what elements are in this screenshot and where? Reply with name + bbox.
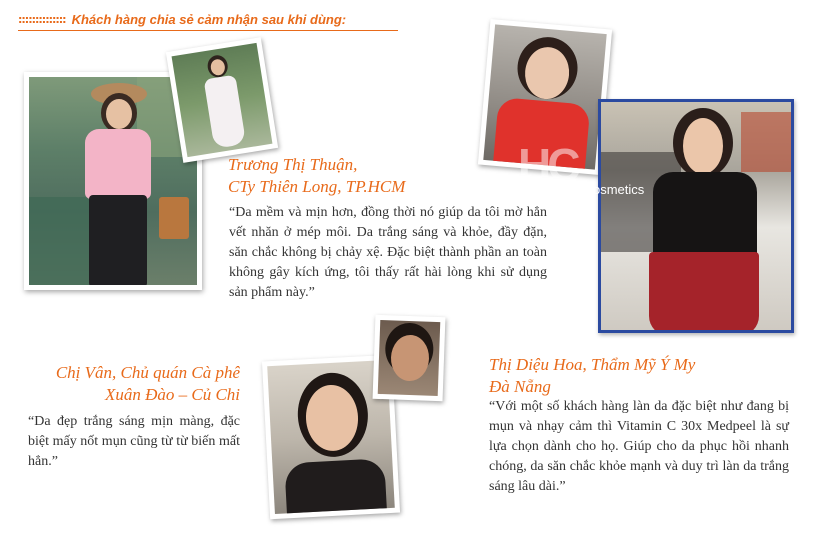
customer-name-line1: Trương Thị Thuận, [228,155,358,174]
customer-location-line: Đà Nẵng [489,377,551,396]
customer-photo-thuan-small [166,37,278,163]
testimonial-quote-thuan: “Da mềm và mịn hơn, đồng thời nó giúp da tôi mờ hẳn vết nhăn ở mép môi. Da trắng sáng và khỏe, đầy đặn, săn chắc không bị chảy xệ. Đặc biệt thành phần an toàn không gây kích ứng, tôi thấy rất hài lòng khi sử dụng sản phẩm này.” [229,205,547,300]
customer-name-thuan [228,154,405,198]
header-title: Khách hàng chia sẻ cảm nhận sau khi dùng: [71,11,347,27]
brand-watermark [518,138,645,197]
testimonial-quote-hoa: “Với một số khách hàng làn da đặc biệt như đang bị mụn và nhạy cảm thì Vitamin C 30x Medpeel là sự lựa chọn dành cho họ. Giúp cho da phục hồi nhanh chóng, da săn chắc khỏe mạnh và duy trì làn da trắng sáng lâu dài.” [489,399,789,494]
customer-photo-van-small [373,315,446,401]
customer-photo-hoa-main [598,99,794,333]
section-header [18,8,398,31]
customer-name-van [28,362,240,406]
customer-name-hoa [489,354,695,398]
watermark-mark: HC [518,139,577,191]
customer-name-line1: Thị Diệu Hoa, Thẩm Mỹ Ý My [489,355,696,374]
testimonial-quote-van: “Da đẹp trắng sáng mịn màng, đặc biệt mấy nốt mụn cũng từ từ biến mất hẳn.” [28,414,240,469]
customer-location-line: Xuân Đào – Củ Chi [104,385,240,404]
watermark-text: osmetics [593,182,645,197]
customer-company-line: CTy Thiên Long, TP.HCM [228,177,406,196]
header-dots: :::::::::::::: [18,12,66,26]
customer-name-line1: Chị Vân, Chủ quán Cà phê [55,363,240,382]
